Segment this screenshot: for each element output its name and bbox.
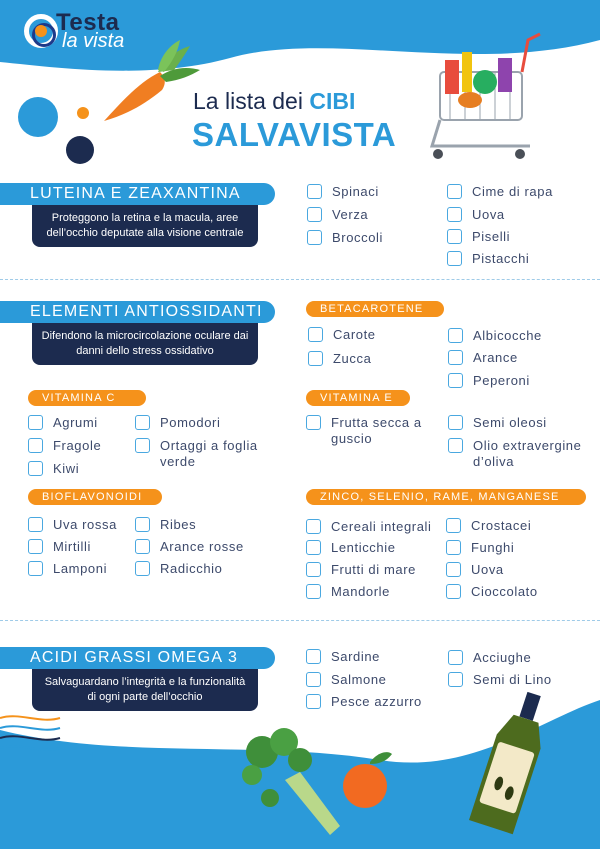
list-item[interactable]: Lenticchie [306,540,396,556]
checkbox[interactable] [448,373,463,388]
list-item[interactable]: Ortaggi a foglia verde [135,438,260,470]
list-item[interactable]: Pomodori [135,415,220,431]
list-item[interactable]: Arance rosse [135,539,244,555]
checkbox[interactable] [446,518,461,533]
list-item[interactable]: Uva rossa [28,517,117,533]
list-item[interactable]: Agrumi [28,415,98,431]
checkbox[interactable] [306,562,321,577]
checkbox[interactable] [307,184,322,199]
title-strong: CIBI [309,88,356,114]
list-item[interactable]: Kiwi [28,461,79,477]
checkbox[interactable] [446,562,461,577]
checkbox[interactable] [448,672,463,687]
list-item[interactable]: Uova [447,207,505,223]
list-item[interactable]: Spinaci [307,184,379,200]
checkbox[interactable] [448,328,463,343]
checkbox[interactable] [308,327,323,342]
checkbox[interactable] [306,540,321,555]
checkbox[interactable] [447,207,462,222]
list-item[interactable]: Carote [308,327,376,343]
subheader-betacarotene: BETACAROTENE [306,301,444,317]
list-item[interactable]: Mirtilli [28,539,91,555]
list-item[interactable]: Peperoni [448,373,530,389]
list-item[interactable]: Mandorle [306,584,390,600]
section-desc-omega3: Salvaguardano l’integrità e la funzionalità di ogni parte dell’occhio [32,669,258,711]
checkbox[interactable] [135,415,150,430]
checkbox[interactable] [307,230,322,245]
list-item[interactable]: Salmone [306,672,387,688]
section-header-luteina: LUTEINA E ZEAXANTINA [0,183,275,205]
list-item[interactable]: Zucca [308,351,371,367]
checkbox[interactable] [446,584,461,599]
checkbox[interactable] [135,561,150,576]
list-item[interactable]: Albicocche [448,328,542,344]
checkbox[interactable] [28,539,43,554]
checkbox[interactable] [448,350,463,365]
checkbox[interactable] [28,438,43,453]
title-prefix: La lista dei [193,88,303,114]
subheader-minerali: ZINCO, SELENIO, RAME, MANGANESE [306,489,586,505]
list-item[interactable]: Cioccolato [446,584,538,600]
list-item[interactable]: Semi oleosi [448,415,547,431]
checkbox[interactable] [28,561,43,576]
checkbox[interactable] [135,539,150,554]
checkbox[interactable] [306,415,321,430]
logo-text-sub: la vista [62,30,125,52]
section-divider [0,279,600,280]
checkbox[interactable] [306,694,321,709]
checkbox[interactable] [28,415,43,430]
logo-text-main: Testa [56,9,120,36]
checkbox[interactable] [135,438,150,453]
checkbox[interactable] [306,584,321,599]
checkbox[interactable] [306,672,321,687]
logo-eye-icon [24,14,58,48]
checkbox[interactable] [307,207,322,222]
checkbox[interactable] [448,415,463,430]
subheader-bioflavonoidi: BIOFLAVONOIDI [28,489,162,505]
list-item[interactable]: Pesce azzurro [306,694,422,710]
section-header-omega3: ACIDI GRASSI OMEGA 3 [0,647,275,669]
checkbox[interactable] [448,650,463,665]
list-item[interactable]: Frutti di mare [306,562,416,578]
list-item[interactable]: Broccoli [307,230,383,246]
list-item[interactable]: Arance [448,350,518,366]
list-item[interactable]: Fragole [28,438,101,454]
checkbox[interactable] [448,438,463,453]
checkbox[interactable] [306,519,321,534]
list-item[interactable]: Lamponi [28,561,107,577]
checkbox[interactable] [135,517,150,532]
list-item[interactable]: Uova [446,562,504,578]
list-item[interactable]: Olio extravergine d’oliva [448,438,598,470]
list-item[interactable]: Acciughe [448,650,531,666]
checkbox[interactable] [308,351,323,366]
list-item[interactable]: Cime di rapa [447,184,553,200]
list-item[interactable]: Radicchio [135,561,223,577]
logo[interactable] [22,8,162,52]
checkbox[interactable] [446,540,461,555]
section-desc-antiossidanti: Difendono la microcircolazione oculare dai danni dello stress ossidativo [32,323,258,365]
list-item[interactable]: Ribes [135,517,196,533]
list-item[interactable]: Semi di Lino [448,672,552,688]
page-title-line1 [193,88,355,115]
section-header-antiossidanti: ELEMENTI ANTIOSSIDANTI [0,301,275,323]
checkbox[interactable] [306,649,321,664]
checkbox[interactable] [447,184,462,199]
checkbox[interactable] [447,251,462,266]
list-item[interactable]: Crostacei [446,518,531,534]
list-item[interactable]: Piselli [447,229,510,245]
subheader-vitamina-c: VITAMINA C [28,390,146,406]
subheader-vitamina-e: VITAMINA E [306,390,410,406]
list-item[interactable]: Verza [307,207,368,223]
list-item[interactable]: Pistacchi [447,251,529,267]
list-item[interactable]: Cereali integrali [306,519,432,535]
list-item[interactable]: Frutta secca a guscio [306,415,431,447]
section-divider [0,620,600,621]
checkbox[interactable] [28,517,43,532]
page-title-line2: SALVAVISTA [192,116,397,153]
list-item[interactable]: Funghi [446,540,514,556]
checkbox[interactable] [28,461,43,476]
section-desc-luteina: Proteggono la retina e la macula, aree dell’occhio deputate alla visione centrale [32,205,258,247]
list-item[interactable]: Sardine [306,649,380,665]
checkbox[interactable] [447,229,462,244]
